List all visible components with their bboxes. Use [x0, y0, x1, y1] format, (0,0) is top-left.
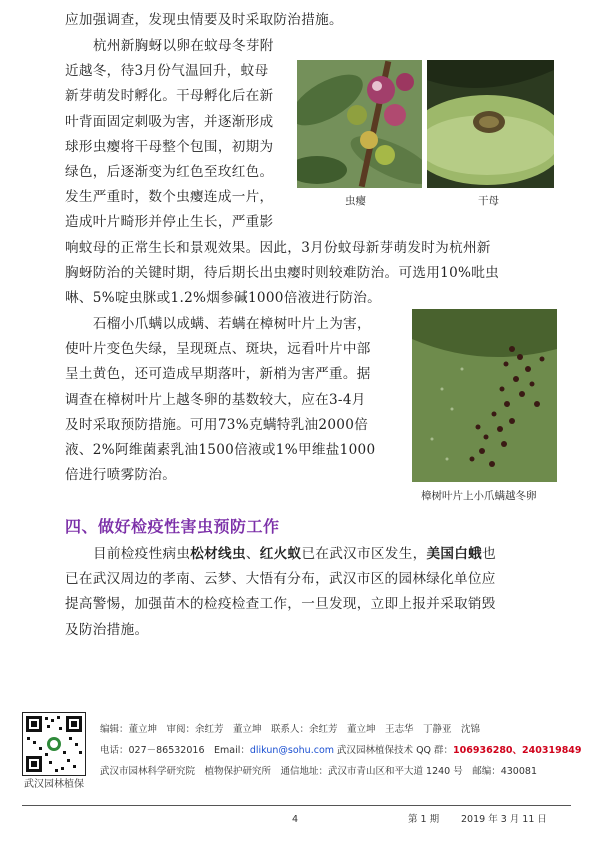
text-line: 发生严重时，数个虫瘿连成一片，	[65, 189, 274, 206]
paragraph-continuation: 应加强调查，发现虫情要及时采取防治措施。	[65, 12, 343, 28]
text-line: 球形虫瘿将干母整个包围，初期为	[65, 138, 274, 155]
qq-numbers: 106936280、240319849	[453, 745, 582, 756]
text-run: 已在武汉市区发生，	[301, 546, 427, 562]
qr-code	[22, 712, 86, 776]
text-line: 调查在樟树叶片上越冬卵的基数较大，应在3-4月	[65, 391, 366, 408]
gall-caption: 虫瘿	[345, 195, 366, 207]
text-line	[65, 542, 496, 567]
text-line: 液、2%阿维菌素乳油1500倍液或1%甲维盐1000	[65, 442, 376, 459]
email-link[interactable]: dlikun@sohu.com	[249, 745, 335, 756]
qr-pattern	[23, 713, 85, 775]
text-line: 及时采取预防措施。可用73%克螨特乳油2000倍	[65, 416, 369, 433]
text-line: 近越冬，待3月份气温回升，蚊母	[65, 63, 269, 80]
issue-number: 第 1 期	[408, 814, 440, 825]
gall-illustration	[297, 60, 422, 188]
text-line: 造成叶片畸形并停止生长，严重影	[65, 214, 274, 231]
page-number: 4	[292, 814, 299, 825]
text-line: 已在武汉周边的孝南、云梦、大悟有分布，武汉市区的园林绿化单位应	[65, 571, 496, 588]
qr-label: 武汉园林植保	[24, 779, 84, 790]
text-line: 叶背面固定刺吸为害，并逐渐形成	[65, 113, 274, 130]
qq-label: 武汉园林植保技术 QQ 群：	[334, 745, 454, 756]
pest-name-red-fire-ant: 红火蚁	[259, 546, 302, 562]
text-line: 及防治措施。	[65, 621, 149, 638]
mite-eggs-photo	[412, 309, 557, 482]
mite-caption: 樟树叶片上小爪螨越冬卵	[421, 490, 537, 502]
text-line: 响蚊母的正常生长和景观效果。因此，3月份蚊母新芽萌发时为杭州新	[65, 239, 491, 256]
footer-contact	[100, 743, 582, 758]
text-line: 杭州新胸蚜以卵在蚊母冬芽附	[93, 38, 274, 54]
footer-editors: 编辑：董立坤 审阅：余红芳 董立坤 联系人：余红芳 董立坤 王志华 丁静亚 沈锦	[100, 724, 481, 735]
text-line: 胸蚜防治的关键时期，待后期长出虫瘿时则较难防治。可选用10%吡虫	[65, 264, 500, 281]
paragraph-quarantine	[65, 542, 496, 643]
phone-text: 电话：027－86532016 Email：	[100, 745, 250, 756]
text-line: 倍进行喷雾防治。	[65, 467, 177, 484]
issue-date: 2019 年 3 月 11 日	[461, 814, 547, 825]
text-line: 新芽萌发时孵化。干母孵化后在新	[65, 88, 274, 105]
text-line: 石榴小爪螨以成螨、若螨在樟树叶片上为害，	[93, 316, 371, 332]
footer-address: 武汉市园林科学研究院 植物保护研究所 通信地址：武汉市青山区和平大道 1240 号 邮编：430081	[100, 766, 537, 777]
text-line: 使叶片变色失绿，呈现斑点、斑块，远看叶片中部	[65, 341, 371, 358]
text-line: 绿色，后逐渐变为红色至玫红色。	[65, 164, 274, 181]
mite-eggs-illustration	[412, 309, 557, 482]
fundatrix-illustration	[427, 60, 554, 188]
paragraph-mite	[65, 312, 375, 488]
footer-divider	[22, 805, 571, 806]
pest-name-fall-webworm: 美国白蛾	[426, 546, 483, 562]
text-run: 也	[482, 546, 496, 562]
text-run: 、	[245, 546, 260, 562]
pest-name-pine-wood-nematode: 松材线虫	[190, 546, 246, 562]
fundatrix-photo	[427, 60, 554, 188]
gall-photo	[297, 60, 422, 188]
text-line: 提高警惕，加强苗木的检疫检查工作，一旦发现，立即上报并采取销毁	[65, 596, 496, 613]
fundatrix-caption: 干母	[478, 195, 499, 207]
text-line: 啉、5%啶虫脒或1.2%烟参碱1000倍液进行防治。	[65, 290, 381, 307]
section-heading: 四、做好检疫性害虫预防工作	[65, 517, 280, 536]
text-run: 目前检疫性病虫	[93, 546, 191, 562]
text-line: 呈土黄色，还可造成早期落叶，新梢为害严重。据	[65, 366, 371, 383]
